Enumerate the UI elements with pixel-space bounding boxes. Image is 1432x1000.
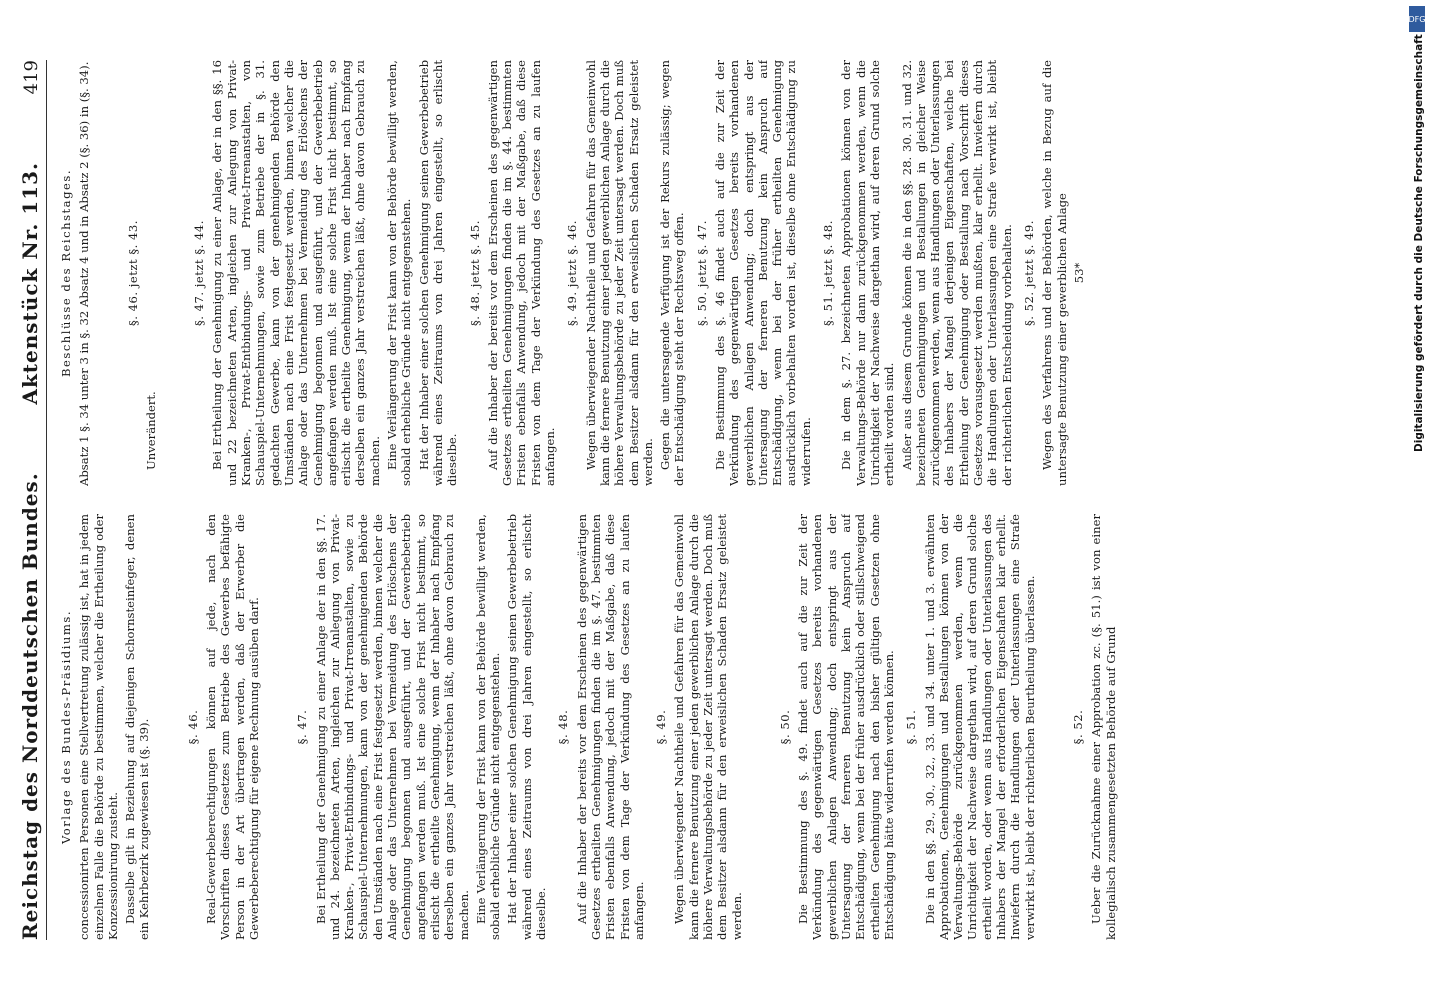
left-section-48-text: Auf die Inhaber der bereits vor dem Erscheinen des gegenwärtigen Gesetzes ertheilten Genehmigungen finden die im §. 47. bestimmten Fristen ebenfalls Anwendung, jedoch mit der Maßgabe, daß diese Fristen von dem Tage der Verkündung des Gesetzes an zu laufen anfangen. xyxy=(574,514,646,940)
left-intro: concessionirten Personen eine Stellvertretung zulässig ist, hat in jedem einzelnen Falle die Behörde zu bestimmen, welcher die Ertheilung oder Konzessionirung zusteht. xyxy=(77,514,120,940)
dfg-logo-text: DFG xyxy=(1408,14,1426,24)
left-section-52-text: Ueber die Zurücknahme einer Approbation zc. (§. 51.) ist von einer kollegialisch zusammengesetzten Behörde auf Grund xyxy=(1089,514,1118,940)
left-section-51-text: Die in den §§. 29., 30., 32., 33. und 34. unter 1. und 3. erwähnten Approbationen, Genehmigungen und Bestallungen können von der Verwaltungs-Behörde zurückgenommen werden, wenn die Unrichtigkeit der Nachweise dargethan wird, auf deren Grund solche ertheilt worden, oder wenn aus Handlungen oder Unterlassungen des Inhabers der Mangel der erforderlichen Eigenschaften klar erhellt. Inwiefern durch die Handlungen oder Unterlassungen eine Strafe verwirkt ist, bleibt der richterlichen Beurtheilung überlassen. xyxy=(922,514,1037,940)
left-section-47-text: Bei Ertheilung der Genehmigung zu einer Anlage der in den §§. 17. und 24. bezeichneten Arten, ingleichen zur Anlegung von Privat-Kranken-, Privat-Entbindungs- und Privat-Irrenanstalten, sowie zu Schauspiel-Unternehmungen, kann von der genehmigenden Behörde den Umständen nach eine Frist festgesetzt werden, binnen welcher die Anlage oder das Unternehmen bei Vermeidung des Erlöschens der Genehmigung begonnen und ausgeführt, und der Gewerbebetrieb angefangen werden muß. Ist eine solche Frist nicht bestimmt, so erlischt die ertheilte Genehmigung, wenn der Inhaber nach Empfang derselben ein ganzes Jahr verstreichen läßt, ohne davon Gebrauch zu machen. xyxy=(313,514,471,940)
right-section-47-text-3: Hat der Inhaber einer solchen Genehmigung seinen Gewerbebetrieb während eines Zeitraums von drei Jahren eingestellt, so erlischt dieselbe. xyxy=(416,60,460,486)
left-column-caption: Vorlage des Bundes-Präsidiums. xyxy=(59,609,73,845)
right-section-46-title: §. 46. jetzt §. 43. xyxy=(125,220,140,326)
two-column-body xyxy=(57,60,1387,940)
left-section-50-title: §. 50. xyxy=(777,709,792,745)
right-section-52-text: Wegen des Verfahrens und der Behörden, welche in Bezug auf die untersagte Benutzung einer gewerblichen Anlage xyxy=(1040,60,1069,486)
right-section-48-title: §. 48. jetzt §. 45. xyxy=(467,220,482,326)
right-section-49-text: Wegen überwiegender Nachtheile und Gefahren für das Gemeinwohl kann die fernere Benutzung einer jeden gewerblichen Anlage durch die höhere Verwaltungsbehörde zu jeder Zeit untersagt werden. Doch muß dem Besitzer alsdann für den erweislichen Schaden Ersatz geleistet werden. xyxy=(583,60,655,486)
left-section-47-title: §. 47. xyxy=(295,709,310,745)
left-section-49-text: Wegen überwiegender Nachtheile und Gefahren für das Gemeinwohl kann die fernere Benutzung einer jeden gewerblichen Anlage durch die höhere Verwaltungsbehörde zu jeder Zeit untersagt werden. Doch muß dem Besitzer alsdann für den erweislichen Schaden Ersatz geleistet werden. xyxy=(672,514,744,940)
right-section-52-title: §. 52. jetzt §. 49. xyxy=(1021,220,1036,326)
left-section-48-title: §. 48. xyxy=(556,709,571,745)
right-section-47-title: §. 47. jetzt §. 44. xyxy=(192,220,207,326)
right-section-49-title: §. 49. jetzt §. 46. xyxy=(565,220,580,326)
header-title-left: Reichstag des Norddeutschen Bundes. xyxy=(18,472,42,940)
right-section-50-title: §. 50. jetzt §. 47. xyxy=(694,220,709,326)
right-column xyxy=(57,60,1387,486)
right-section-51-text-2: Außer aus diesem Grunde können die in den §§. 28. 30. 31. und 32. bezeichneten Genehmigungen und Bestallungen in gleicher Weise zurückgenommen werden, wenn aus Handlungen oder Unterlassungen des Inhabers der Mangel derjenigen Eigenschaften, welche bei Ertheilung der Genehmigung oder Bestallung nach Vorschrift dieses Gesetzes vorausgesetzt werden mußten, klar erhellt. Inwiefern durch die Handlungen oder Unterlassungen eine Strafe verwirkt ist, bleibt der richterlichen Entscheidung vorbehalten. xyxy=(899,60,1014,486)
right-section-52-ref: 53* xyxy=(1071,262,1086,284)
credit-text: Digitalisierung gefördert durch die Deutsche Forschungsgemeinschaft xyxy=(1413,34,1425,452)
left-intro-2: Dasselbe gilt in Beziehung auf diejenigen Schornsteinfeger, denen ein Kehrbezirk zugewiesen ist (§. 39). xyxy=(123,514,152,940)
right-section-50-text: Die Bestimmung des §. 46 findet auch auf die zur Zeit der Verkündung des gegenwärtigen Gesetzes bereits vorhandenen gewerblichen Anlagen Anwendung; doch entspringt aus der Untersagung der ferneren Benutzung kein Anspruch auf Entschädigung, wenn bei der früher ertheilten Genehmigung ausdrücklich vorbehalten worden ist, dieselbe ohne Entschädigung zu widerrufen. xyxy=(712,60,813,486)
page-header xyxy=(18,60,47,940)
left-section-51-title: §. 51. xyxy=(904,709,919,745)
right-section-51-text: Die in dem §. 27. bezeichneten Approbationen können von der Verwaltungs-Behörde nur dann zurückgenommen werden, wenn die Unrichtigkeit der Nachweise dargethan wird, auf deren Grund solche ertheilt worden sind. xyxy=(839,60,897,486)
right-column-caption: Beschlüsse des Reichstages. xyxy=(59,168,73,378)
page-number: 419 xyxy=(21,60,42,95)
left-section-49-title: §. 49. xyxy=(654,709,669,745)
right-section-47-text: Bei Ertheilung der Genehmigung zu einer Anlage, der in den §§. 16 und 22 bezeichneten Arten, ingleichen zur Anlegung von Privat-Kranken-, Privat-Entbindungs- und Privat-Irrenanstalten, von Schauspiel-Unternehmungen, sowie zum Betriebe der in §. 31. gedachten Gewerbe, kann von der genehmigenden Behörde den Umständen nach eine Frist festgesetzt werden, binnen welcher die Anlage oder das Unternehmen bei Vermeidung des Erlöschens der Genehmigung begonnen und ausgeführt, und der Gewerbebetrieb angefangen werden muß. Ist eine solche Frist nicht bestimmt, so erlischt die ertheilte Genehmigung, wenn der Inhaber nach Empfang derselben ein ganzes Jahr verstreichen läßt, ohne davon Gebrauch zu machen. xyxy=(210,60,382,486)
right-section-49-text-2: Gegen die untersagende Verfügung ist der Rekurs zulässig; wegen der Entschädigung steht der Rechtsweg offen. xyxy=(658,60,687,486)
dfg-logo xyxy=(1409,6,1425,32)
left-column xyxy=(57,514,1387,940)
left-section-46-text: Real-Gewerbeberechtigungen können auf jede, nach den Vorschriften dieses Gesetzes zum Betriebe des Gewerbes befähigte Person in der Art übertragen werden, daß der Erwerber die Gewerbeberechtigung für eigene Rechnung ausüben darf. xyxy=(204,514,261,940)
right-section-51-title: §. 51. jetzt §. 48. xyxy=(821,220,836,326)
right-intro: Absatz 1 §. 34 unter 3 in §. 32 Absatz 4 und in Absatz 2 (§. 36) in (§. 34). xyxy=(77,61,92,486)
left-section-50-text: Die Bestimmung des §. 49. findet auch auf die zur Zeit der Verkündung des gegenwärtigen Gesetzes bereits vorhandenen gewerblichen Anlagen Anwendung; doch entspringt aus der Untersagung der ferneren Benutzung kein Anspruch auf Entschädigung, wenn bei der früher ausdrücklich oder stillschweigend ertheilten Genehmigung nach den bisher gültigen Gesetzen ohne Entschädigung hätte widerrufen werden können. xyxy=(796,514,896,940)
right-section-46-text: Unverändert. xyxy=(143,391,158,470)
digitization-credit xyxy=(1406,0,1428,1000)
right-section-47-text-2: Eine Verlängerung der Frist kann von der Behörde bewilligt werden, sobald erhebliche Gründe nicht entgegenstehen. xyxy=(385,60,414,486)
left-section-47-text-2: Eine Verlängerung der Frist kann von der Behörde bewilligt werden, sobald erhebliche Gründe nicht entgegenstehen. xyxy=(473,514,503,940)
header-title-right: Aktenstück Nr. 113. xyxy=(18,162,42,405)
left-section-47-text-3: Hat der Inhaber einer solchen Genehmigung seinen Gewerbebetrieb während eines Zeitraums von drei Jahren eingestellt, so erlischt dieselbe. xyxy=(505,514,549,940)
right-section-48-text: Auf die Inhaber der bereits vor dem Erscheinen des gegenwärtigen Gesetzes ertheilten Genehmigungen finden die im §. 44. bestimmten Fristen ebenfalls Anwendung, jedoch mit der Maßgabe, daß diese Fristen von dem Tage der Verkündung des Gesetzes an zu laufen anfangen. xyxy=(485,60,558,486)
left-section-46-title: §. 46. xyxy=(185,709,200,745)
left-section-52-title: §. 52. xyxy=(1070,709,1085,745)
